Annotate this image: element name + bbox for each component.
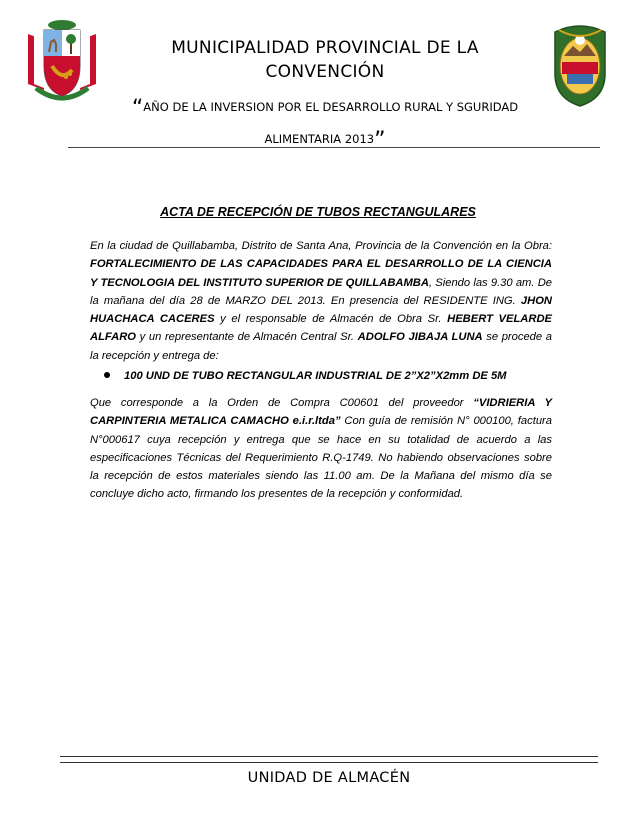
item-description: 100 UND DE TUBO RECTANGULAR INDUSTRIAL DE 2”X2”X2mm DE 5M [124, 370, 507, 382]
title-line-1: MUNICIPALIDAD PROVINCIAL DE LA [171, 38, 479, 58]
p1-text-3: y el responsable de Almacén de Obra Sr. [214, 313, 448, 326]
motto-text-1: AÑO DE LA INVERSION POR EL DESARROLLO RURAL Y SGURIDAD [143, 100, 519, 114]
motto-open-quote: “ [131, 96, 144, 121]
supplier-name: “VIDRIERIA Y CARPINTERIA METALICA CAMACHO e.i.r.ltda” [90, 397, 552, 428]
province-seal-icon [545, 18, 615, 108]
list-item [104, 370, 544, 382]
footer-unit-name: UNIDAD DE ALMACÉN [247, 770, 411, 786]
warehouse-manager-name: HEBERT VELARDE ALFARO [90, 313, 553, 344]
motto-close-quote: ” [374, 128, 386, 153]
municipality-title [110, 36, 540, 84]
paragraph-intro [90, 237, 552, 365]
motto-text-2: ALIMENTARIA 2013 [264, 132, 375, 146]
motto-line-1 [100, 92, 550, 124]
title-line-2: CONVENCIÓN [265, 62, 385, 82]
document-title: ACTA DE RECEPCIÓN DE TUBOS RECTANGULARES [160, 205, 476, 219]
paragraph-details [90, 394, 552, 504]
footer-divider-top [60, 756, 598, 757]
header-divider [68, 147, 600, 148]
p1-text-2: , Siendo las 9.30 am. De la mañana del día 28 de MARZO DEL 2013. En presencia del RESIDENTE ING. [90, 276, 552, 307]
p2-text-2: Con guía de remisión N° 000100, factura N°000617 cuya recepción y entrega que se hace en su totalidad de acuerdo a las especificaciones Técnicas del Requerimiento R.Q-1749. No habiendo observaciones sobre la recepción de estos materiales siendo las 11.00 am. De la Mañana del mismo día se concluye dicho acto, firmando los presentes de la recepción y conformidad. [90, 415, 552, 501]
central-representative-name: ADOLFO JIBAJA LUNA [357, 331, 483, 344]
bullet-icon [104, 372, 110, 378]
p2-text-1: Que corresponde a la Orden de Compra C00601 del proveedor [90, 397, 474, 409]
footer-divider-bottom [60, 762, 598, 763]
motto-line-2 [100, 124, 550, 156]
p1-text-1: En la ciudad de Quillabamba, Distrito de Santa Ana, Provincia de la Convención en la Obra: [90, 240, 552, 252]
peru-coat-of-arms-icon [22, 16, 102, 106]
resident-name: JHON HUACHACA CACERES [90, 294, 552, 326]
p1-text-5: se procede a la recepción y entrega de: [90, 331, 552, 362]
project-name: FORTALECIMIENTO DE LAS CAPACIDADES PARA EL DESARROLLO DE LA CIENCIA Y TECNOLOGIA DEL INSTITUTO SUPERIOR DE QUILLABAMBA [90, 258, 552, 289]
p1-text-4: y un representante de Almacén Central Sr. [136, 331, 358, 344]
